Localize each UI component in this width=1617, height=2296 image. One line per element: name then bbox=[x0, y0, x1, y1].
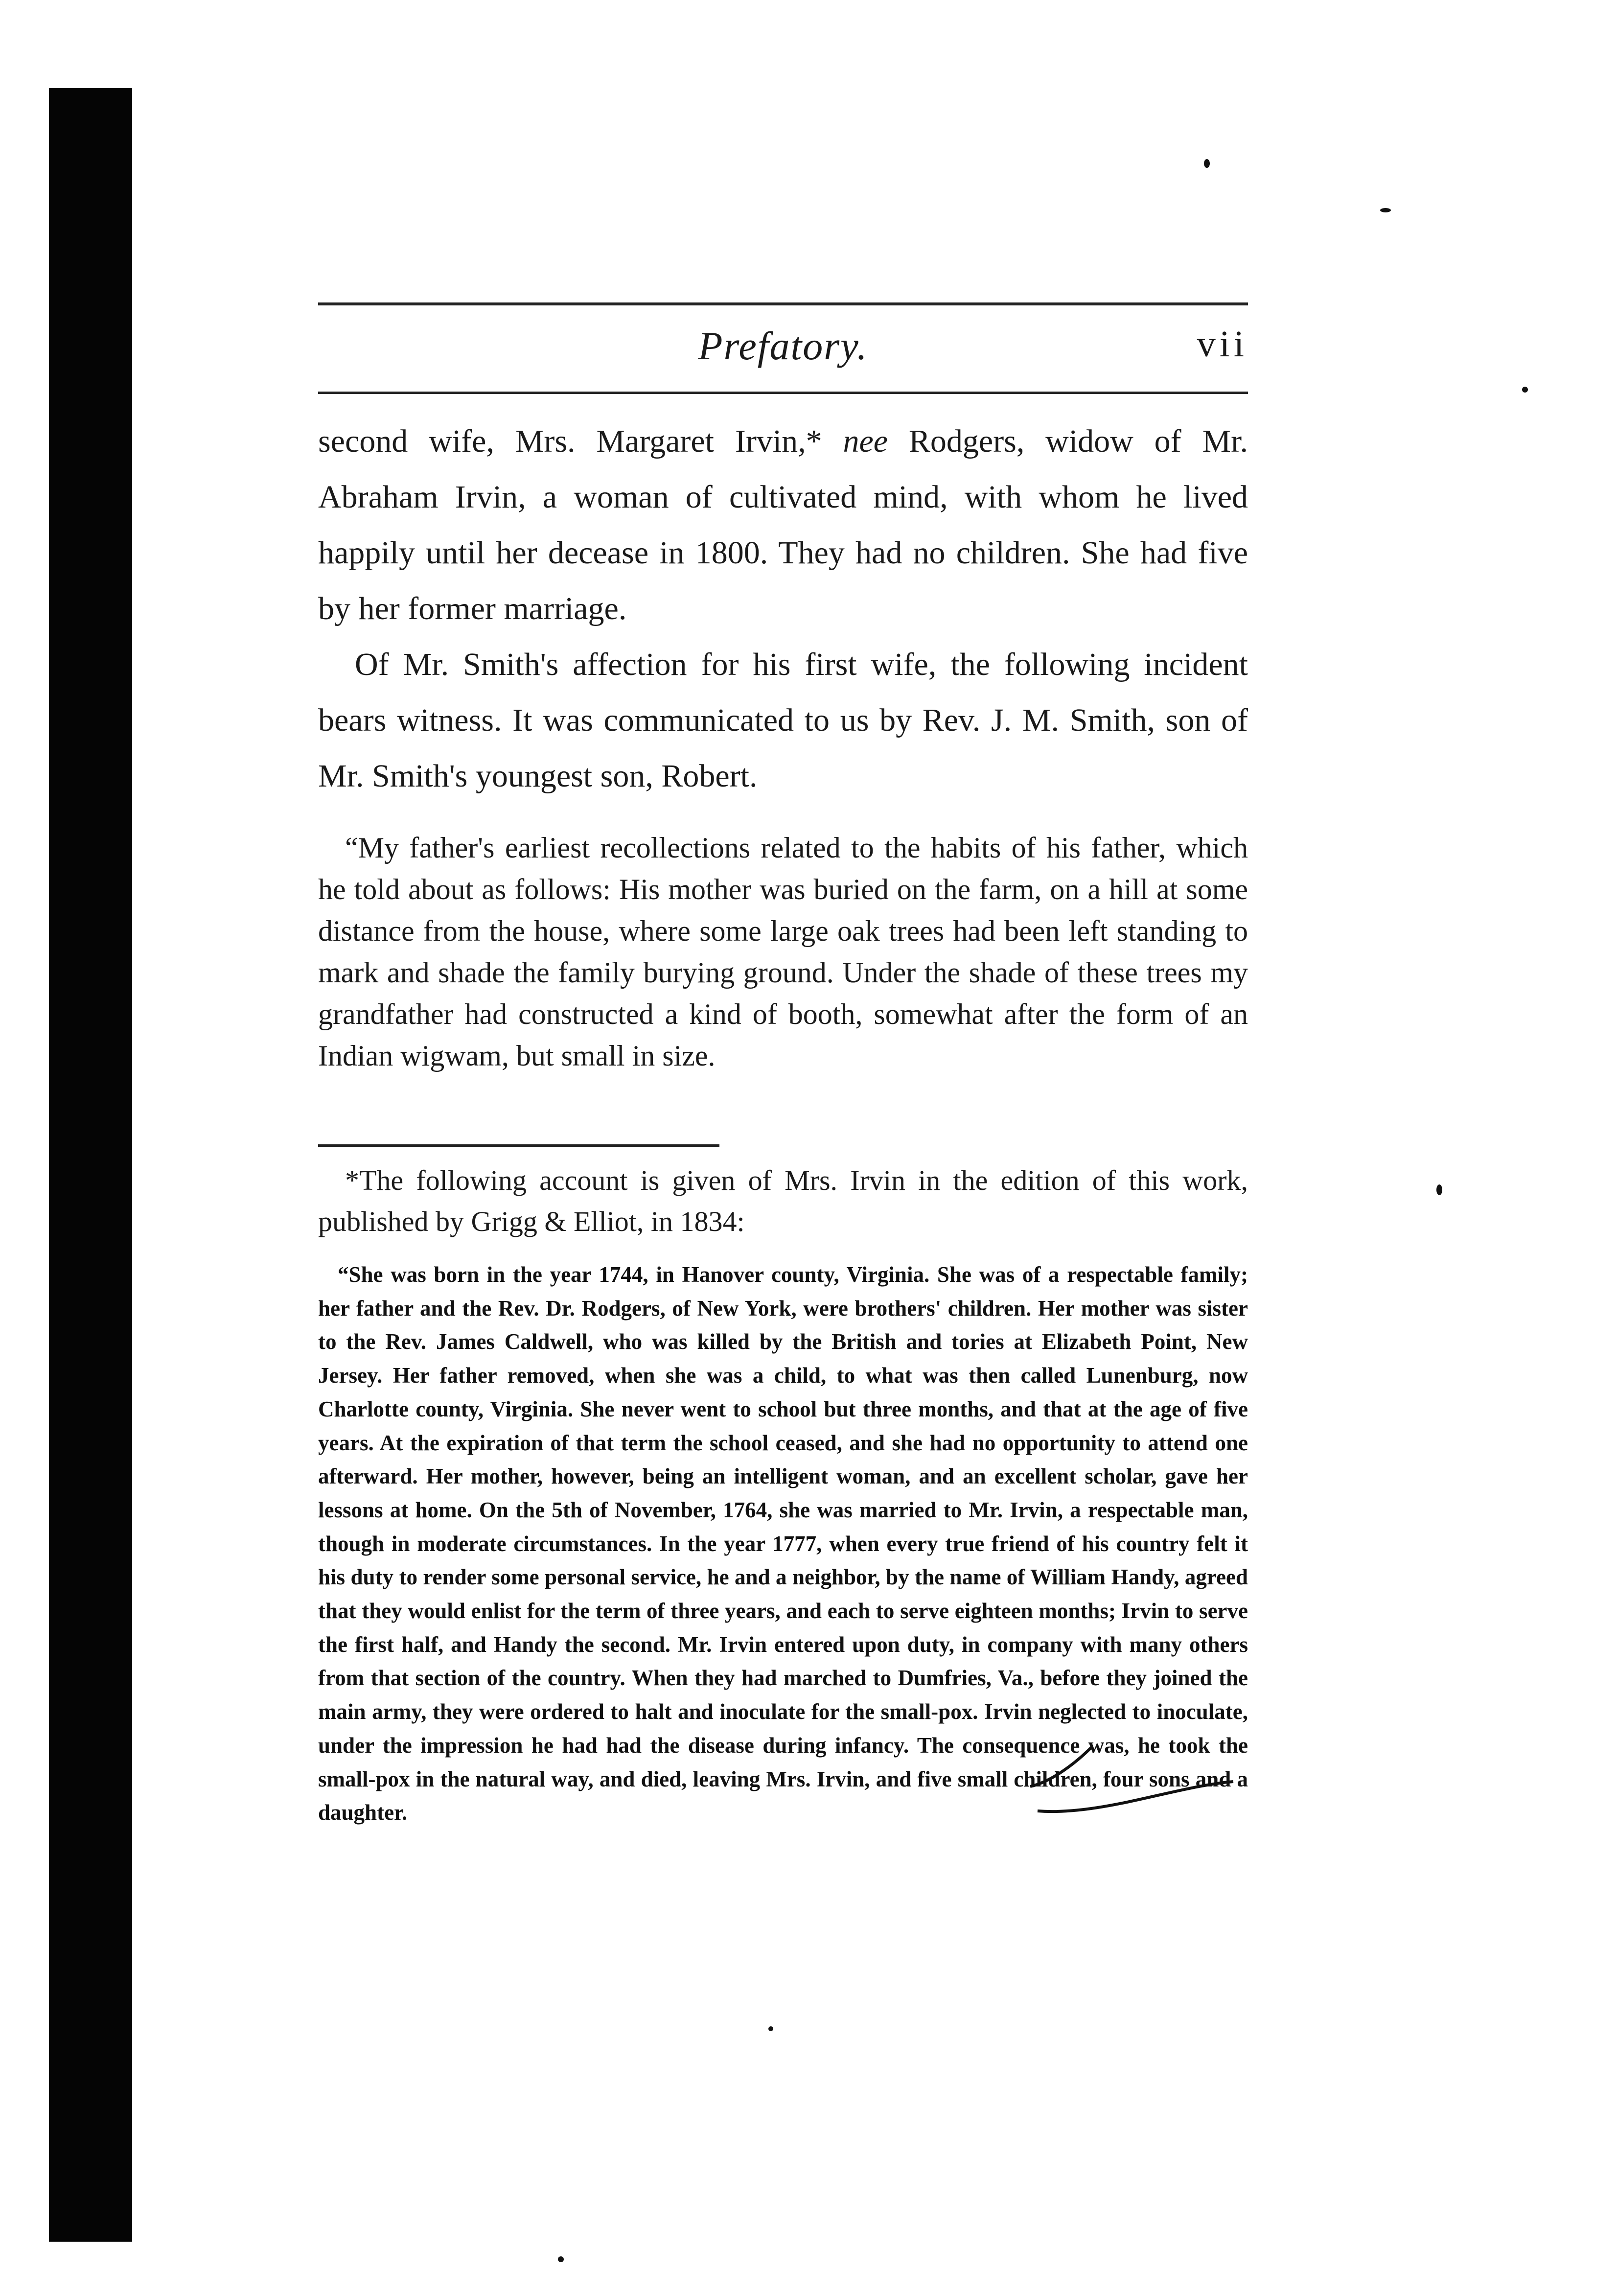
body-paragraph: second wife, Mrs. Margaret Irvin,* nee Rodgers, widow of Mr. Abraham Irvin, a woman of cultivated mind, with whom he lived happily until her decease in 1800. They had no children. She had five by her former marriage. bbox=[318, 423, 1248, 626]
footnote-intro: *The following account is given of Mrs. Irvin in the edition of this work, published by Grigg & Elliot, in 1834: bbox=[318, 1164, 1248, 1237]
body-paragraph: Of Mr. Smith's affection for his first wife, the following incident bears witness. It was communicated to us by Rev. J. M. Smith, son of Mr. Smith's youngest son, Robert. bbox=[318, 647, 1248, 794]
running-head-title: Prefatory. bbox=[698, 324, 868, 368]
page-number: vii bbox=[1197, 324, 1248, 365]
footnote-quote: “She was born in the year 1744, in Hanover county, Virginia. She was of a respectable family; her father and the Rev. Dr. Rodgers, of New York, were brothers' children. Her mother was sister to the Rev. James Caldwell, who was killed by the British and tories at Elizabeth Point, New Jersey. Her father removed, when she was a child, to what was then called Lunenburg, now Charlotte county, Virginia. She never went to school but three months, and that at the age of five years. At the expiration of that term the school ceased, and she had no opportunity to attend one afterward. Her mother, however, being an intelligent woman, and an excellent scholar, gave her lessons at home. On the 5th of November, 1764, she was married to Mr. Irvin, a respectable man, though in moderate circumstances. In the year 1777, when every true friend of his country felt it his duty to render some personal service, he and a neighbor, by the name of William Handy, agreed that they would enlist for the term of three years, and each to serve eighteen months; Irvin to serve the first half, and Handy the second. Mr. Irvin entered upon duty, in company with many others from that section of the country. When they had marched to Dumfries, Va., before they joined the main army, they were ordered to halt and inoculate for the small-pox. Irvin neglected to inoculate, under the impression he had had the disease during infancy. The consequence was, he took the small-pox in the natural way, and died, leaving Mrs. Irvin, and five small children, four sons and a daughter. bbox=[318, 1262, 1248, 1825]
quoted-recollection: “My father's earliest recollections related to the habits of his father, which he told about as follows: His mother was buried on the farm, on a hill at some distance from the house, where some large oak trees had been left standing to mark and shade the family burying ground. Under the shade of these trees my grandfather had constructed a kind of booth, somewhat after the form of an Indian wigwam, but small in size. bbox=[318, 832, 1248, 1072]
